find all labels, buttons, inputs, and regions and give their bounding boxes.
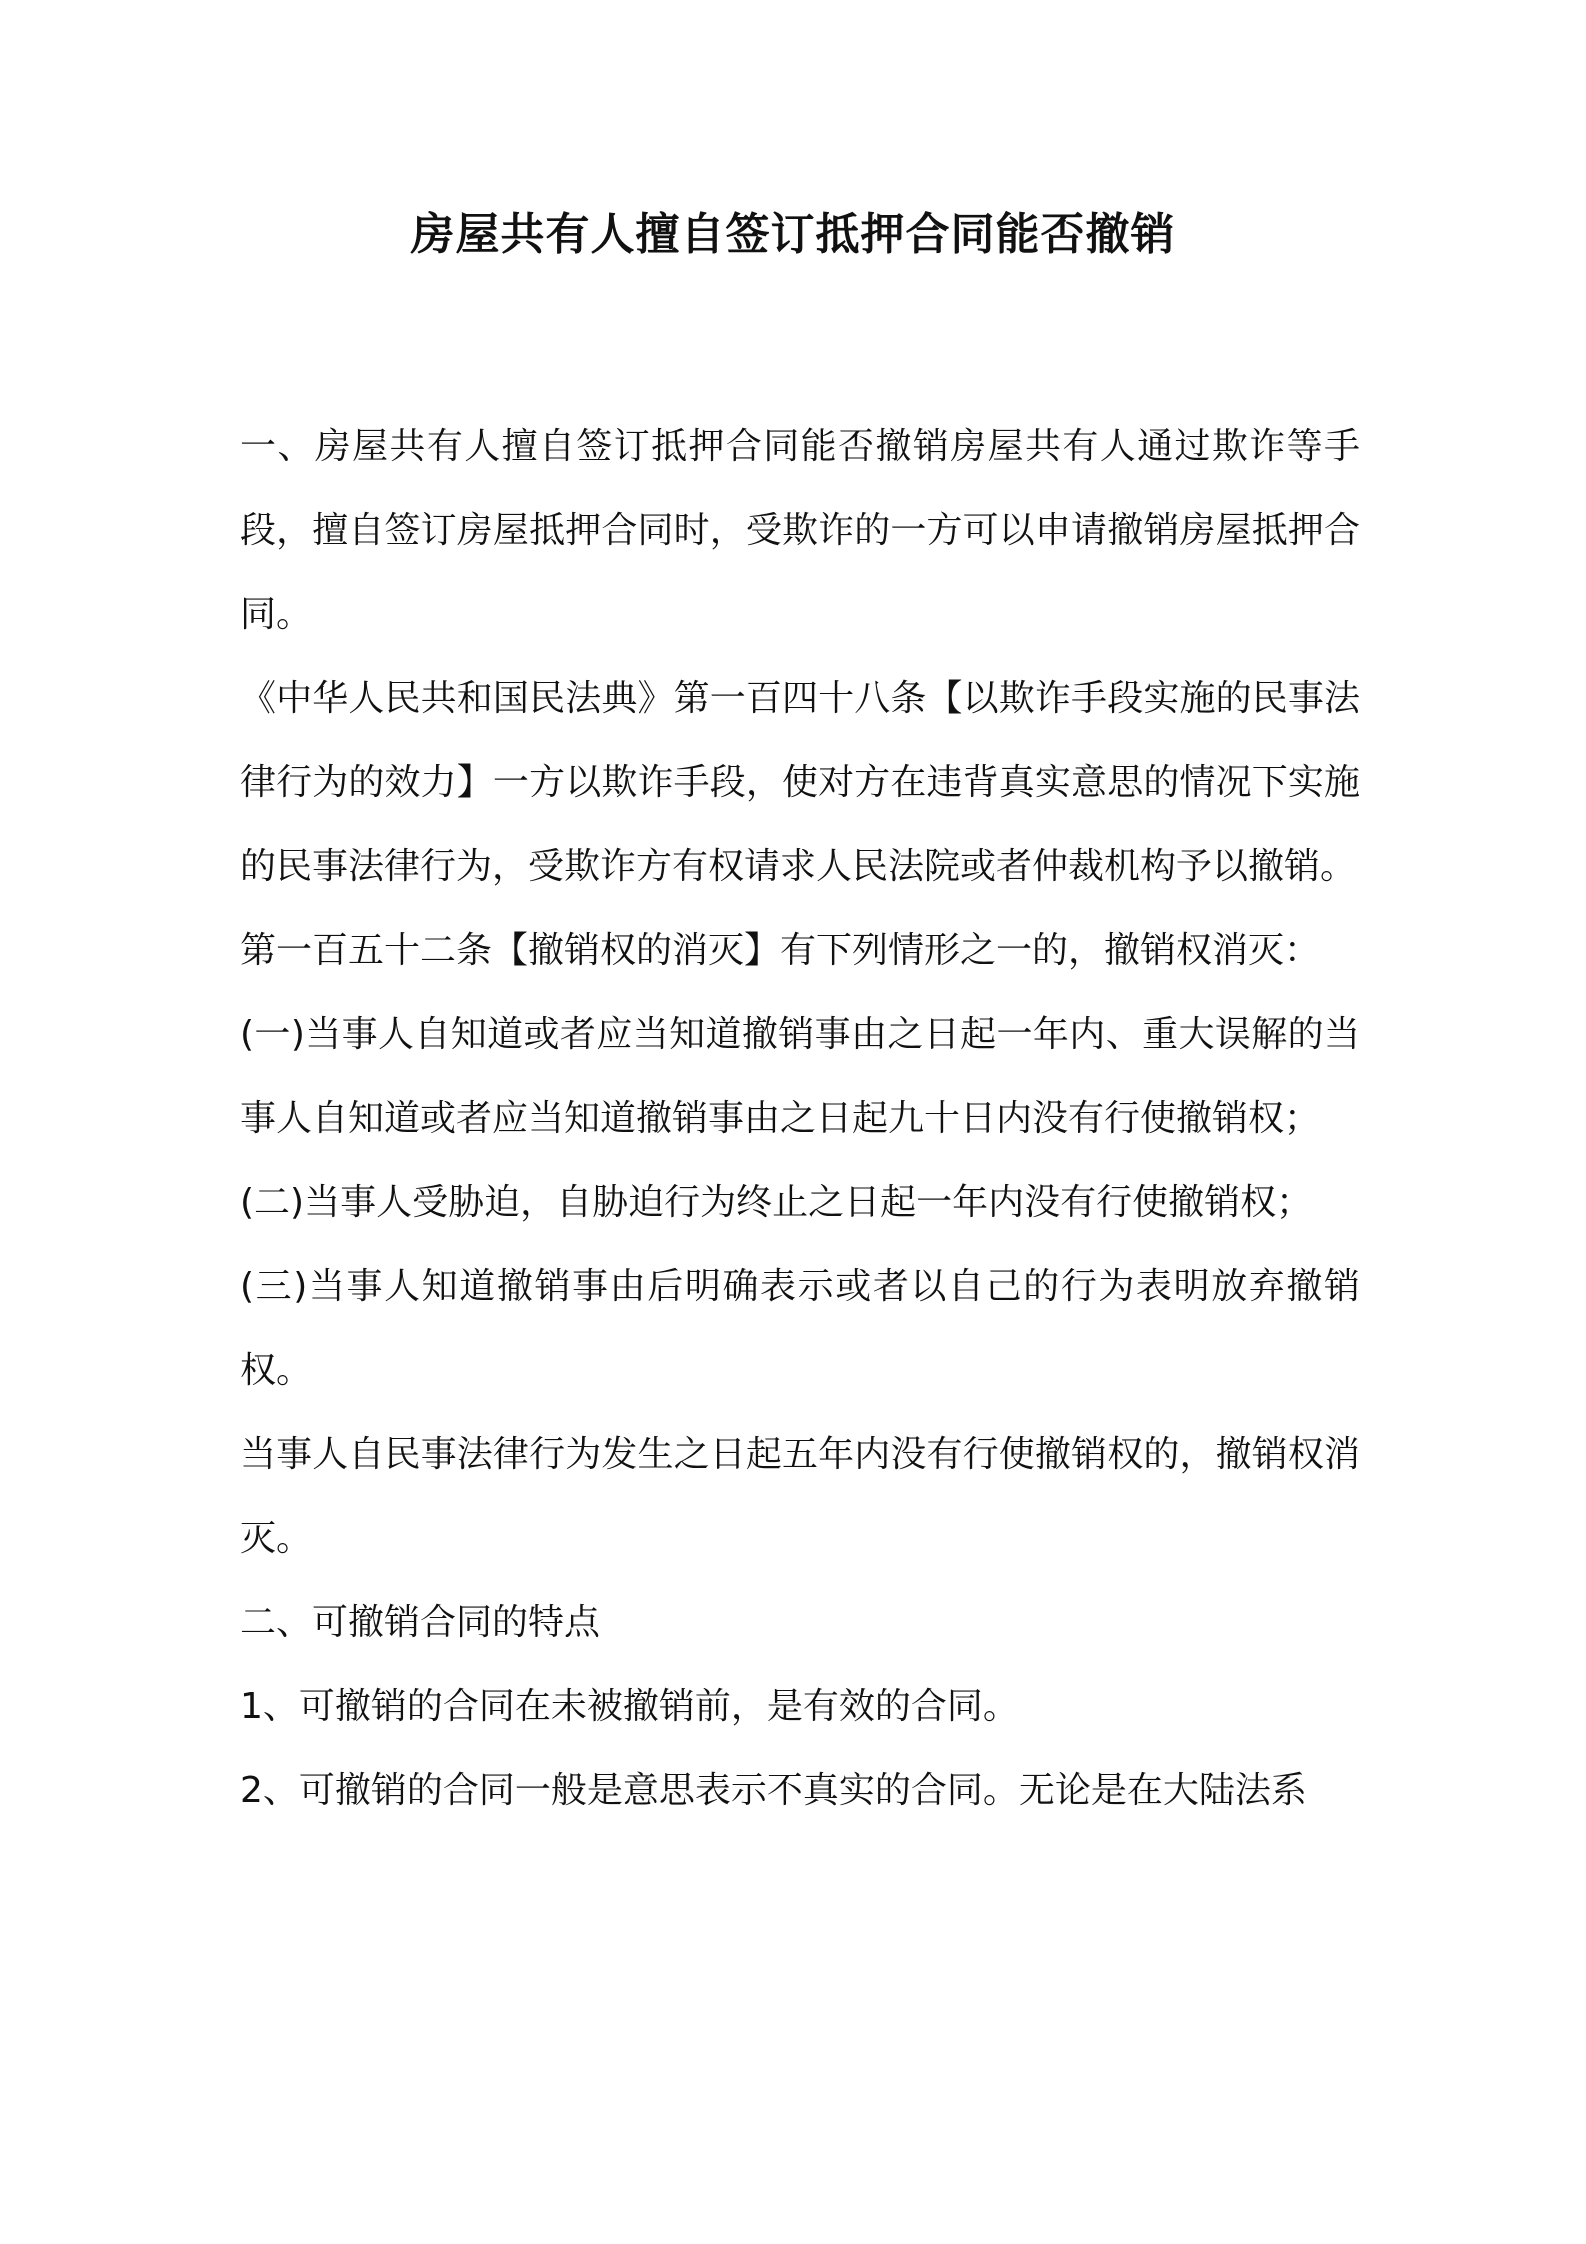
document-title: 房屋共有人擅自签订抵押合同能否撤销: [410, 209, 1176, 260]
paragraph-feature-one: 1、可撤销的合同在未被撤销前，是有效的合同。: [240, 1686, 1019, 1727]
paragraph-five-year-limit: 当事人自民事法律行为发生之日起五年内没有行使撤销权的，撤销权消灭。: [240, 1434, 1360, 1559]
paragraph-item-three: (三)当事人知道撤销事由后明确表示或者以自己的行为表明放弃撤销权。: [240, 1266, 1360, 1391]
paragraph-section-two-heading: 二、可撤销合同的特点: [240, 1602, 601, 1643]
document-body: [240, 405, 1360, 1833]
paragraph-section-one: 一、房屋共有人擅自签订抵押合同能否撤销房屋共有人通过欺诈等手段，擅自签订房屋抵押合同时，受欺诈的一方可以申请撤销房屋抵押合同。: [240, 426, 1360, 635]
paragraph-civil-code-148: 《中华人民共和国民法典》第一百四十八条【以欺诈手段实施的民事法律行为的效力】一方以欺诈手段，使对方在违背真实意思的情况下实施的民事法律行为，受欺诈方有权请求人民法院或者仲裁机构予以撤销。: [240, 678, 1360, 887]
paragraph-item-one: (一)当事人自知道或者应当知道撤销事由之日起一年内、重大误解的当事人自知道或者应当知道撤销事由之日起九十日内没有行使撤销权；: [240, 1014, 1360, 1139]
paragraph-item-two: (二)当事人受胁迫，自胁迫行为终止之日起一年内没有行使撤销权；: [240, 1182, 1313, 1223]
paragraph-feature-two: 2、可撤销的合同一般是意思表示不真实的合同。无论是在大陆法系: [240, 1770, 1307, 1811]
paragraph-civil-code-152: 第一百五十二条【撤销权的消灭】有下列情形之一的，撤销权消灭：: [240, 930, 1321, 971]
